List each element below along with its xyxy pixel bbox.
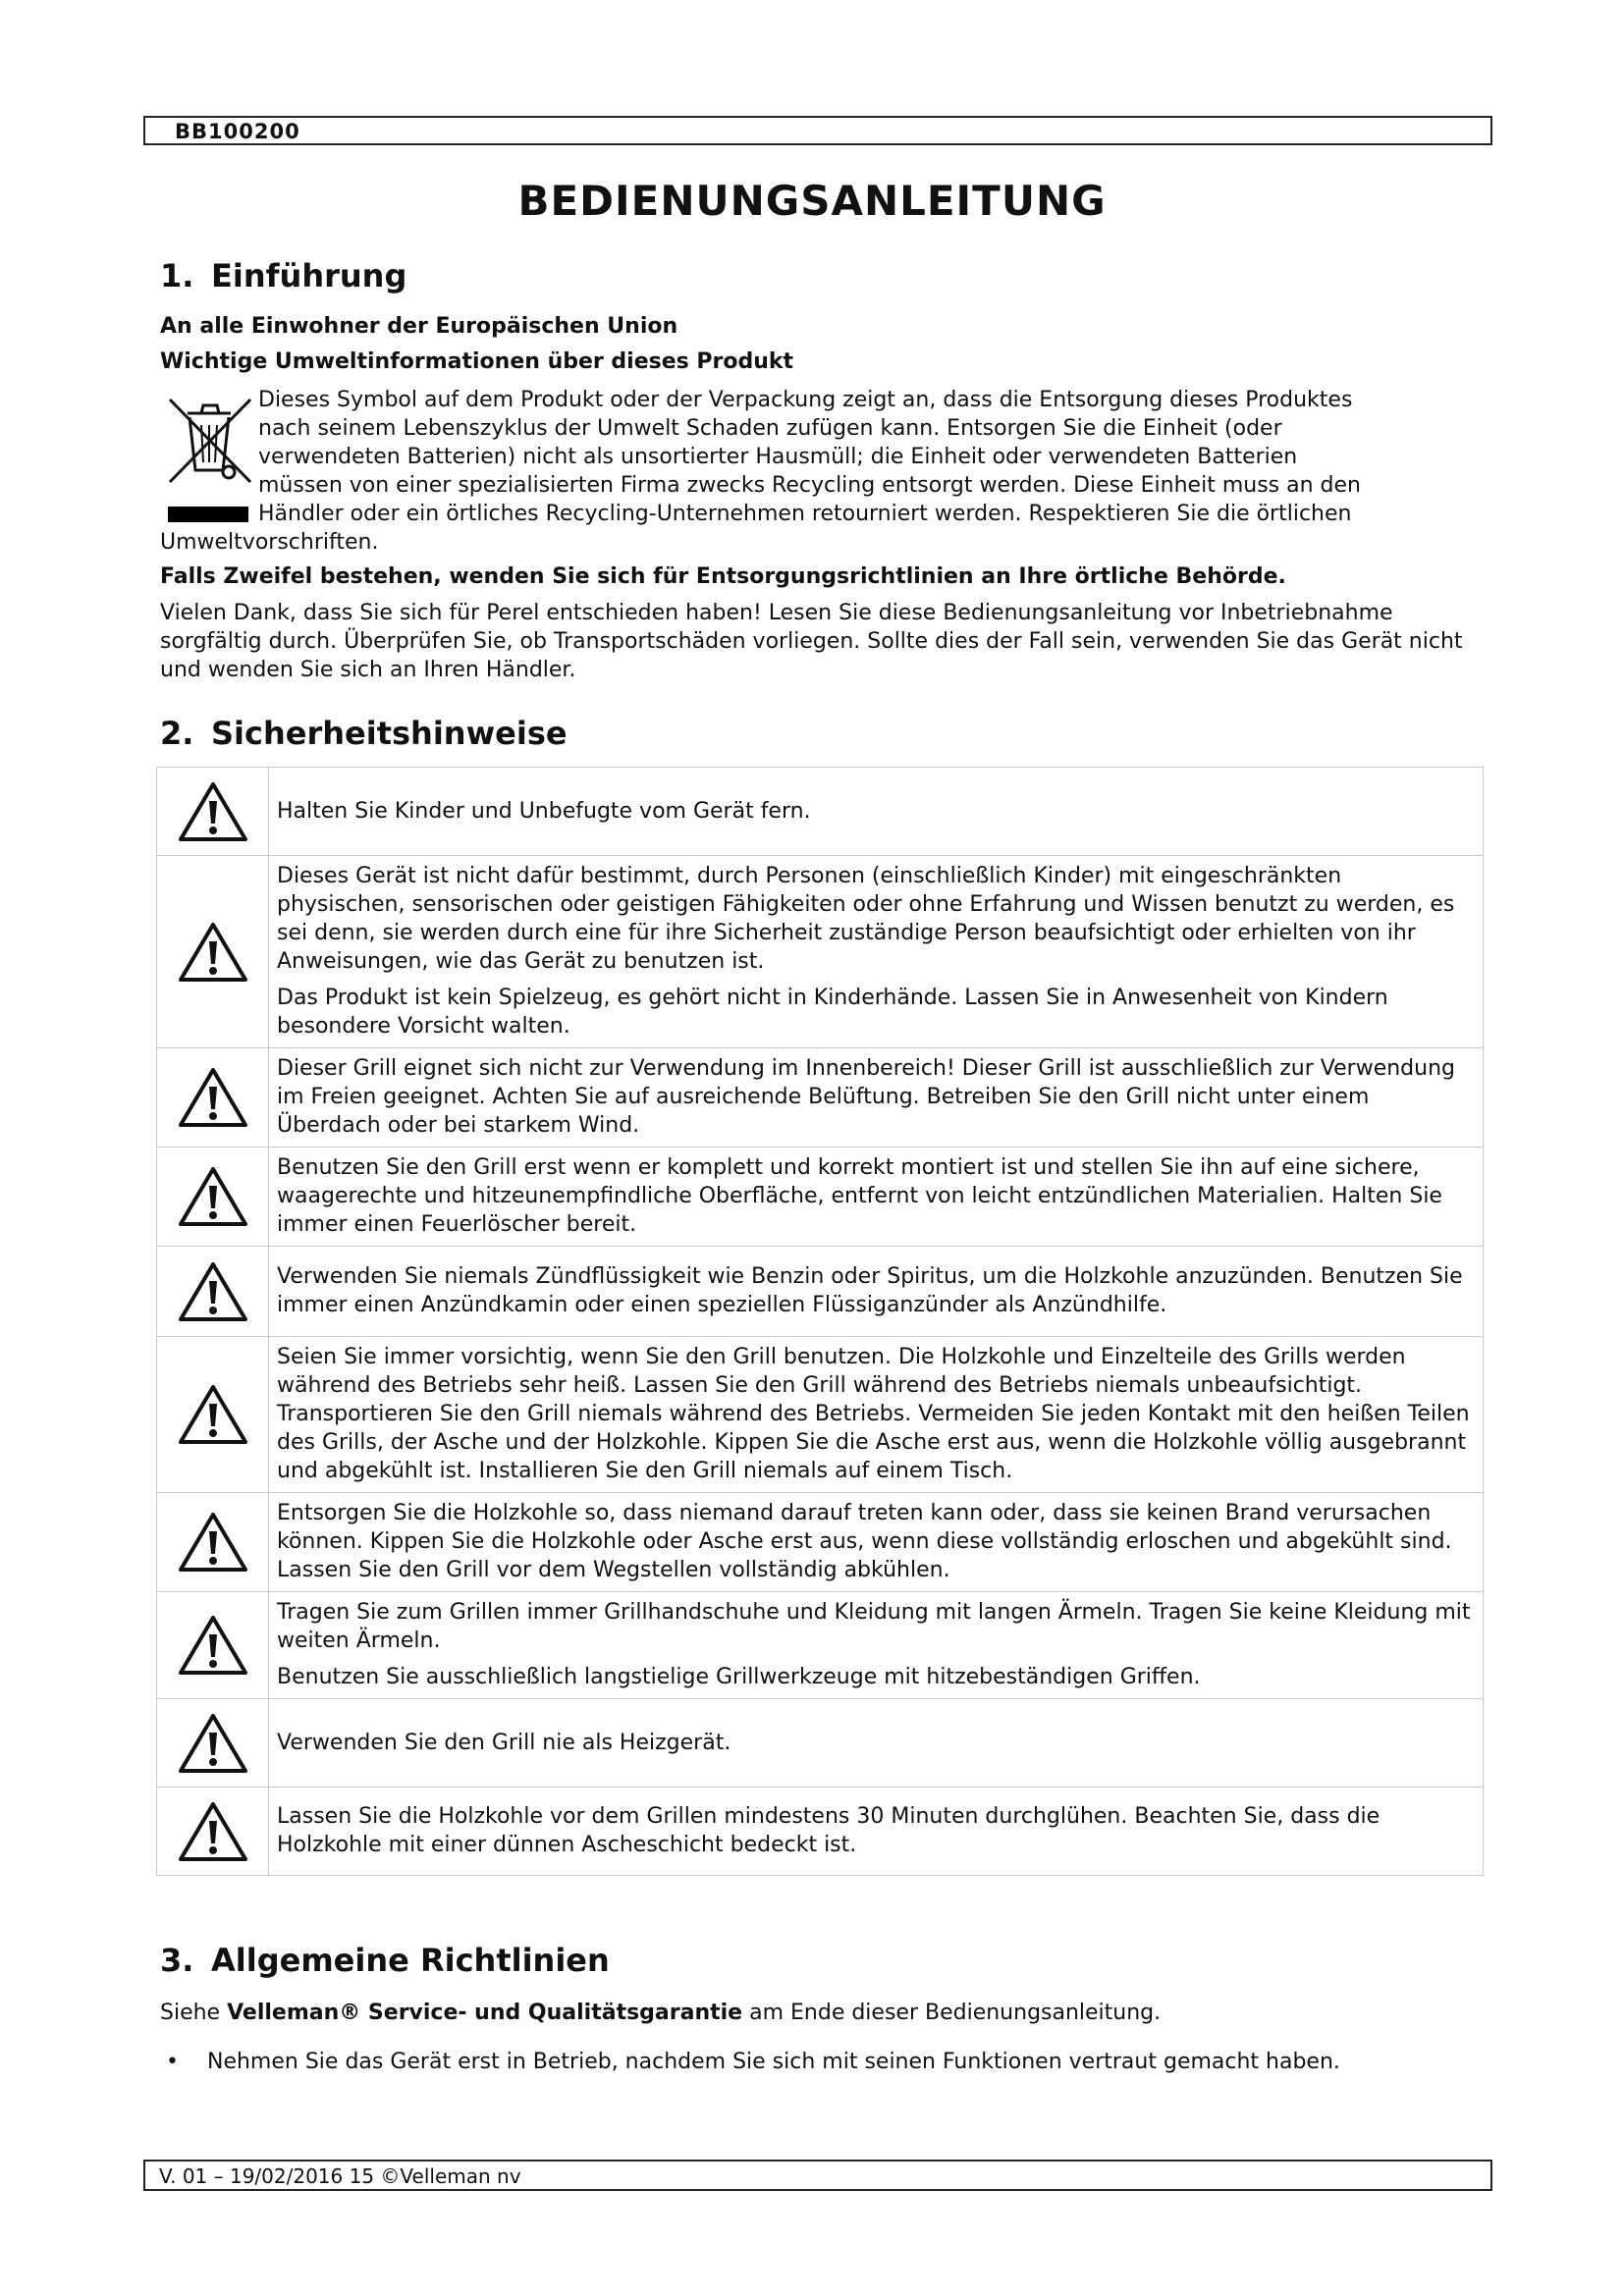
safety-text: Tragen Sie zum Grillen immer Grillhandschuhe und Kleidung mit langen Ärmeln. Tragen Sie keine Kleidung mit weiten Ärmeln. (277, 1600, 1471, 1653)
section-2-number: 2. (160, 715, 194, 752)
safety-table (156, 767, 1484, 1876)
bullet-text: Nehmen Sie das Gerät erst in Betrieb, nachdem Sie sich mit seinen Funktionen vertraut gemacht haben. (207, 2050, 1340, 2074)
weee-line: nach seinem Lebenszyklus der Umwelt Schaden zufügen kann. Entsorgen Sie die Einheit (oder (258, 416, 1282, 441)
page-title: BEDIENUNGSANLEITUNG (517, 177, 1107, 225)
warning-icon (177, 779, 249, 844)
safety-text-cell (269, 1148, 1484, 1247)
weee-line: müssen von einer spezialisierten Firma zwecks Recycling entsorgt werden. Diese Einheit muss an den (258, 473, 1361, 498)
header-box (143, 116, 1492, 145)
safety-text-cell (269, 768, 1484, 856)
safety-text: Verwenden Sie niemals Zündflüssigkeit wie Benzin oder Spiritus, um die Holzkohle anzuzünden. Benutzen Sie immer einen Anzündkamin oder einen speziellen Flüssiganzünder als Anzündhilfe. (277, 1264, 1463, 1317)
safety-row (157, 768, 1484, 856)
safety-text: Benutzen Sie ausschließlich langstielige Grillwerkzeuge mit hitzebeständigen Griffen. (277, 1665, 1201, 1689)
weee-line: Umweltvorschriften. (160, 530, 379, 555)
bullet-icon: • (166, 2050, 179, 2074)
safety-text: Entsorgen Sie die Holzkohle so, dass niemand darauf treten kann oder, dass sie keinen Brand verursachen können. Kippen Sie die Holzkohle oder Asche erst aus, wenn diese vollständig erloschen und abgekühlt sind. Lassen Sie den Grill vor dem Wegstellen vollständig abkühlen. (277, 1501, 1452, 1582)
warning-icon (177, 1711, 249, 1776)
warning-icon (177, 1164, 249, 1229)
product-code: BB100200 (175, 120, 300, 143)
section-3-heading (160, 1942, 610, 1979)
warning-icon (177, 1065, 249, 1130)
section-2-title: Sicherheitshinweise (211, 715, 568, 752)
safety-text-cell (269, 1493, 1484, 1592)
weee-line: verwendeten Batterien) nicht als unsortierter Hausmüll; die Einheit oder verwendeten Batterien (258, 445, 1298, 469)
weee-line: Dieses Symbol auf dem Produkt oder der Verpackung zeigt an, dass die Entsorgung dieses Produktes (258, 388, 1353, 412)
safety-row (157, 1592, 1484, 1699)
safety-row (157, 1493, 1484, 1592)
doubt-notice: Falls Zweifel bestehen, wenden Sie sich für Entsorgungsrichtlinien an Ihre örtliche Behörde. (160, 564, 1286, 589)
safety-text-cell (269, 1048, 1484, 1148)
safety-icon-cell (157, 768, 269, 856)
warning-icon (177, 1613, 249, 1678)
warning-icon (177, 1259, 249, 1324)
safety-icon-cell (157, 856, 269, 1048)
safety-text-cell (269, 1592, 1484, 1699)
safety-icon-cell (157, 1788, 269, 1876)
safety-icon-cell (157, 1592, 269, 1699)
safety-text: Dieses Gerät ist nicht dafür bestimmt, durch Personen (einschließlich Kinder) mit eingeschränkten physischen, sensorischen oder geistigen Fähigkeiten oder ohne Erfahrung und Wissen benutzt zu werden, es sei denn, sie werden durch eine für ihre Sicherheit zuständige Person beaufsichtigt oder erhielten von ihr Anweisungen, wie das Gerät zu benutzen ist. (277, 864, 1455, 974)
general-lead-pre: Siehe (160, 2001, 228, 2025)
thanks-paragraph: Vielen Dank, dass Sie sich für Perel entschieden haben! Lesen Sie diese Bedienungsanleitung vor Inbetriebnahme sorgfältig durch. Überprüfen Sie, ob Transportschäden vorliegen. Sollte dies der Fall sein, verwenden Sie das Gerät nicht und wenden Sie sich an Ihren Händler. (160, 601, 1463, 682)
warning-icon (177, 1382, 249, 1447)
section-1-number: 1. (160, 257, 194, 294)
safety-icon-cell (157, 1148, 269, 1247)
weee-text (160, 386, 1466, 557)
safety-row (157, 856, 1484, 1048)
safety-icon-cell (157, 1493, 269, 1592)
safety-row (157, 1247, 1484, 1337)
safety-text: Benutzen Sie den Grill erst wenn er komplett und korrekt montiert ist und stellen Sie ihn auf eine sichere, waagerechte und hitzeunempfindliche Oberfläche, entfernt von leicht entzündlichen Materialien. Halten Sie immer einen Feuerlöscher bereit. (277, 1155, 1442, 1237)
safety-row (157, 1337, 1484, 1493)
section-2-heading (160, 715, 568, 752)
footer-text: V. 01 – 19/02/2016 15 ©Velleman nv (159, 2164, 521, 2188)
safety-text-cell (269, 1699, 1484, 1788)
safety-icon-cell (157, 1247, 269, 1337)
safety-text-cell (269, 856, 1484, 1048)
safety-row (157, 1148, 1484, 1247)
safety-text: Halten Sie Kinder und Unbefugte vom Gerät fern. (277, 798, 811, 824)
safety-text: Dieser Grill eignet sich nicht zur Verwendung im Innenbereich! Dieser Grill ist ausschließlich zur Verwendung im Freien geeignet. Achten Sie auf ausreichende Belüftung. Betreiben Sie den Grill nicht unter einem Überdach oder bei starkem Wind. (277, 1056, 1455, 1138)
warning-icon (177, 1510, 249, 1575)
safety-text: Seien Sie immer vorsichtig, wenn Sie den Grill benutzen. Die Holzkohle und Einzelteile des Grills werden während des Betriebs sehr heiß. Lassen Sie den Grill während des Betriebs niemals unbeaufsichtigt. Transportieren Sie den Grill niemals während des Betriebs. Vermeiden Sie jeden Kontakt mit den heißen Teilen des Grills, der Asche und der Holzkohle. Kippen Sie die Asche erst aus, wenn die Holzkohle völlig ausgebrannt und abgekühlt ist. Installieren Sie den Grill niemals auf einem Tisch. (277, 1345, 1470, 1483)
safety-text: Verwenden Sie den Grill nie als Heizgerät. (277, 1730, 731, 1755)
warning-icon (177, 1799, 249, 1864)
general-lead (160, 1999, 1466, 2027)
safety-row (157, 1788, 1484, 1876)
safety-icon-cell (157, 1048, 269, 1148)
weee-line: Händler oder ein örtliches Recycling-Unternehmen retourniert werden. Respektieren Sie die örtlichen (258, 502, 1352, 526)
section-1-title: Einführung (211, 257, 407, 294)
safety-row (157, 1699, 1484, 1788)
section-1-heading (160, 257, 406, 294)
safety-text-cell (269, 1788, 1484, 1876)
intro-subheading-environment: Wichtige Umweltinformationen über dieses Produkt (160, 349, 794, 374)
section-3-number: 3. (160, 1942, 194, 1979)
general-lead-post: am Ende dieser Bedienungsanleitung. (742, 2001, 1162, 2025)
safety-text: Das Produkt ist kein Spielzeug, es gehört nicht in Kinderhände. Lassen Sie in Anwesenheit von Kindern besondere Vorsicht walten. (277, 986, 1388, 1039)
footer-box (143, 2160, 1492, 2191)
intro-subheading-eu: An alle Einwohner der Europäischen Union (160, 314, 678, 339)
warranty-reference: Velleman® Service- und Qualitätsgarantie (227, 2001, 743, 2025)
safety-icon-cell (157, 1337, 269, 1493)
safety-text: Lassen Sie die Holzkohle vor dem Grillen mindestens 30 Minuten durchglühen. Beachten Sie, dass die Holzkohle mit einer dünnen Ascheschicht bedeckt ist. (277, 1804, 1380, 1857)
section-3-title: Allgemeine Richtlinien (211, 1942, 610, 1979)
warning-icon (177, 920, 249, 985)
safety-text-cell (269, 1337, 1484, 1493)
safety-text-cell (269, 1247, 1484, 1337)
safety-icon-cell (157, 1699, 269, 1788)
safety-row (157, 1048, 1484, 1148)
